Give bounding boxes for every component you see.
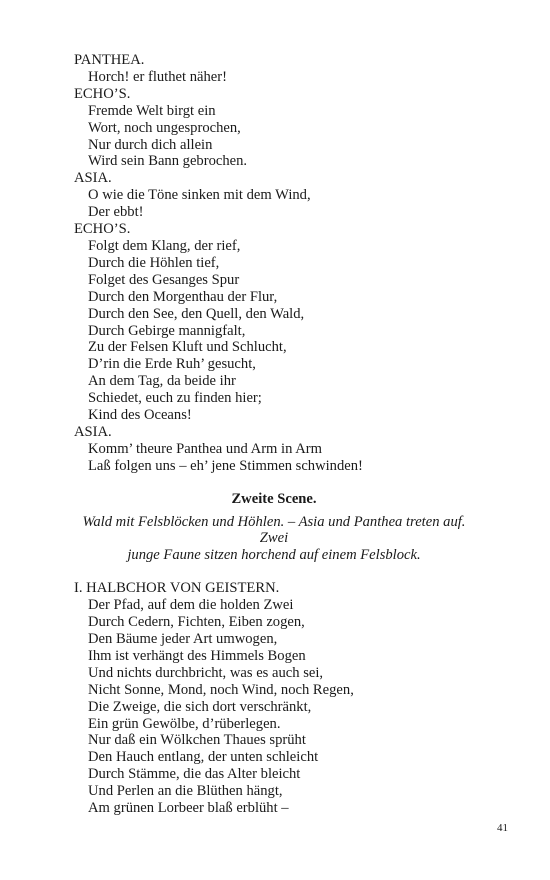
verse-line: Ein grün Gewölbe, d’rüberlegen.: [88, 715, 281, 732]
verse-line: Komm’ theure Panthea und Arm in Arm: [88, 440, 322, 457]
speaker-name: I. HALBCHOR VON GEISTERN.: [74, 580, 280, 597]
stage-direction-line: Wald mit Felsblöcken und Höhlen. – Asia und Panthea treten auf. Zwei: [82, 513, 466, 547]
verse-line: Nur durch dich allein: [88, 136, 213, 153]
verse-line: Durch Cedern, Fichten, Eiben zogen,: [88, 614, 305, 631]
verse-line: Nicht Sonne, Mond, noch Wind, noch Regen,: [88, 681, 354, 698]
verse-line: Kind des Oceans!: [88, 407, 192, 424]
verse-line: Nur daß ein Wölkchen Thaues sprüht: [88, 732, 306, 749]
verse-line: Den Bäume jeder Art umwogen,: [88, 631, 278, 647]
speaker-name: ASIA.: [74, 423, 112, 440]
verse-line: Durch die Höhlen tief,: [88, 254, 220, 271]
page-number: 41: [497, 822, 508, 834]
verse-line: Fremde Welt birgt ein: [88, 102, 216, 119]
verse-line: Die Zweige, die sich dort verschränkt,: [88, 698, 312, 715]
verse-line: Ihm ist verhängt des Himmels Bogen: [88, 647, 306, 664]
verse-line: Den Hauch entlang, der unten schleicht: [88, 749, 319, 766]
chorus-verse: [74, 597, 484, 817]
speaker-name: ECHO’S.: [74, 85, 131, 102]
verse-line: Der ebbt!: [88, 204, 144, 221]
verse-line: Durch den Morgenthau der Flur,: [88, 288, 278, 305]
dialogue-block: [74, 221, 484, 424]
verse-line: Der Pfad, auf dem die holden Zwei: [88, 597, 294, 614]
verse-line: D’rin die Erde Ruh’ gesucht,: [88, 356, 256, 373]
dialogue-block: [74, 52, 484, 86]
verse-line: Durch Stämme, die das Alter bleicht: [88, 766, 301, 783]
dialogue-block: [74, 424, 484, 475]
verse-line: Folget des Gesanges Spur: [88, 271, 240, 288]
scene-heading: Zweite Scene.: [231, 490, 317, 507]
verse-line: Wird sein Bann gebrochen.: [88, 153, 248, 170]
speaker-name: ASIA.: [74, 170, 112, 187]
verse-line: Horch! er fluthet näher!: [88, 68, 227, 85]
stage-direction-line: junge Faune sitzen horchend auf einem Felsblock.: [127, 547, 421, 564]
verse-line: Laß folgen uns – eh’ jene Stimmen schwinden!: [88, 457, 363, 474]
verse-line: Durch Gebirge mannigfalt,: [88, 322, 246, 339]
verse-line: Schiedet, euch zu finden hier;: [88, 390, 262, 407]
verse-line: Durch den See, den Quell, den Wald,: [88, 305, 305, 322]
spacer: [74, 564, 484, 580]
verse-line: Und Perlen an die Blüthen hängt,: [88, 783, 283, 800]
verse-line: An dem Tag, da beide ihr: [88, 373, 236, 390]
verse-line: O wie die Töne sinken mit dem Wind,: [88, 187, 311, 204]
text-block: [74, 52, 484, 817]
dialogue: [74, 52, 484, 475]
verse-line: Am grünen Lorbeer blaß erblüht –: [88, 800, 289, 817]
speaker-name: PANTHEA.: [74, 52, 145, 68]
stage-direction: [74, 514, 484, 565]
verse-line: Und nichts durchbricht, was es auch sei,: [88, 664, 324, 681]
verse-line: Folgt dem Klang, der rief,: [88, 237, 241, 254]
speaker-name: ECHO’S.: [74, 221, 131, 238]
dialogue-block: [74, 170, 484, 221]
dialogue-block: [74, 86, 484, 171]
verse-line: Zu der Felsen Kluft und Schlucht,: [88, 339, 287, 356]
verse-line: Wort, noch ungesprochen,: [88, 119, 241, 136]
